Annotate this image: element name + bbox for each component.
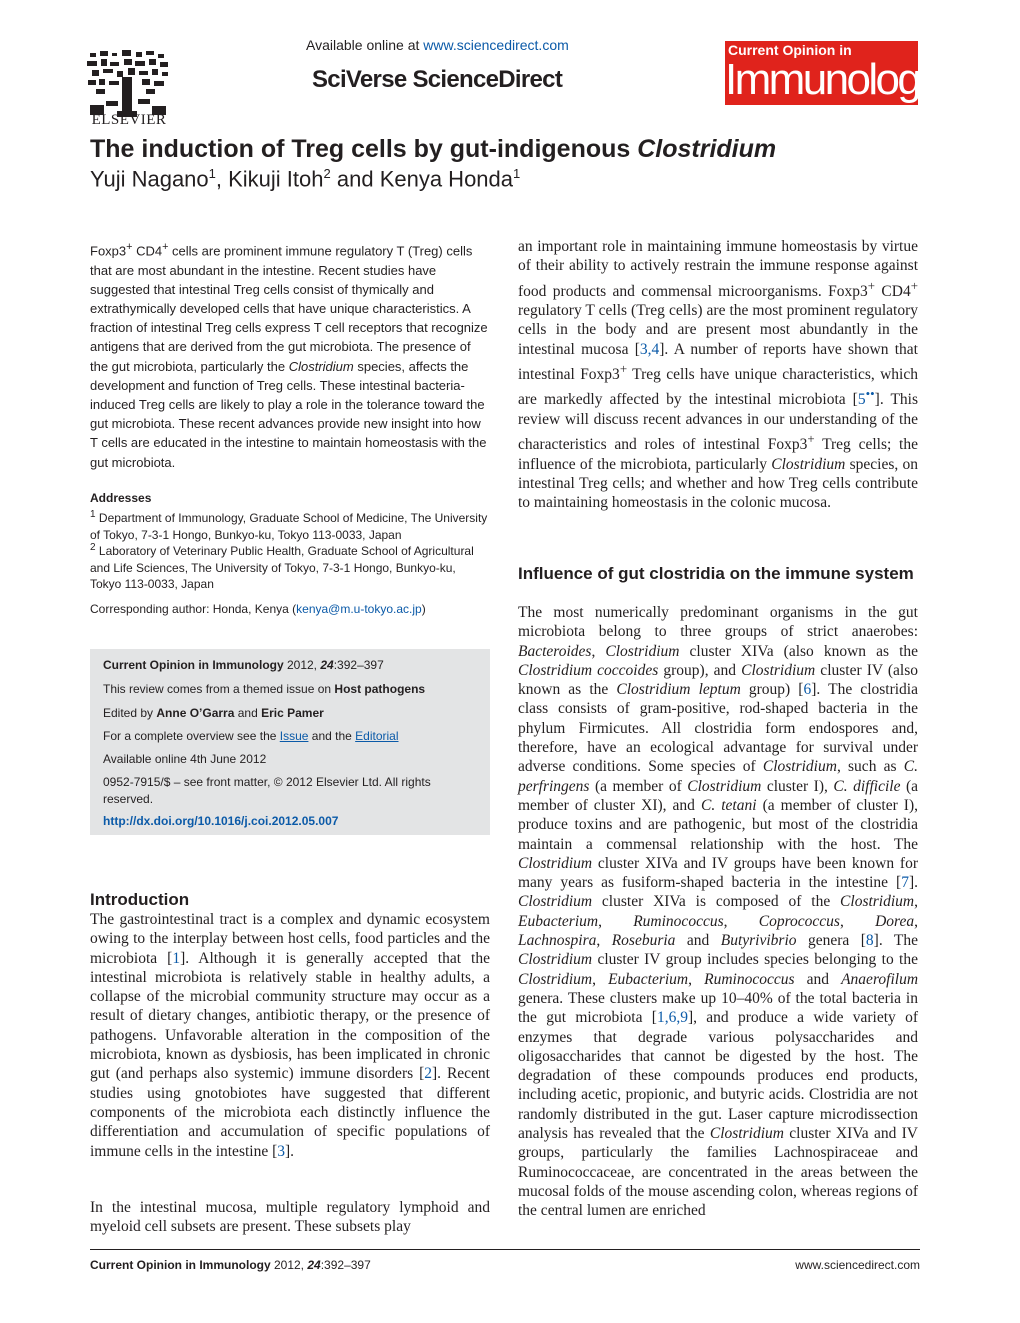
info-editors (103, 705, 483, 722)
author-affiliation: 1 (208, 166, 216, 181)
info-editor-and: and (234, 706, 262, 720)
italic-term: Clostridium (687, 777, 762, 795)
author-separator: , (215, 166, 229, 192)
info-year: 2012, (283, 658, 321, 672)
italic-term: Clostridium leptum (616, 681, 741, 699)
body-text: cluster XIVa is composed of the (592, 893, 841, 911)
body-text: species, on intestinal Treg cells; and whether and how Treg cells contribute to maintaining homeostasis in the colonic mucosa. (518, 455, 918, 512)
publisher-name: ELSEVIER (91, 112, 167, 128)
journal-badge-top: Current Opinion in (728, 42, 852, 58)
body-text: cluster IV (also known as the (518, 661, 919, 699)
reference-link[interactable]: 8 (865, 932, 874, 950)
body-text: , (914, 893, 918, 911)
platform-name: SciVerse ScienceDirect (312, 66, 563, 93)
body-text: , (839, 912, 876, 930)
address-text: Laboratory of Veterinary Public Health, Graduate School of Agricultural and Life Sciences, The University of Tokyo, 7-3-1 Hongo, Bunkyo-ku, Tokyo 113-0033, Japan (90, 544, 474, 591)
body-text: , (688, 970, 705, 988)
reference-dots: •• (865, 386, 875, 402)
body-text: ]. (285, 1142, 295, 1160)
info-copyright: 0952-7915/$ – see front matter, © 2012 Elsevier Ltd. All rights reserved. (103, 775, 431, 806)
superscript: + (619, 360, 628, 376)
body-text: regulatory T cells (Treg cells) are the most prominent regulatory cells in the body and are present most abundantly in the intestinal mucosa [ (518, 302, 918, 358)
author-name: Kikuji Itoh (228, 166, 324, 192)
author-name: Yuji Nagano (90, 166, 209, 192)
body-text: , such as (836, 758, 904, 776)
italic-term: Butyrivibrio (720, 932, 797, 950)
abstract-text: Foxp3 (90, 243, 127, 259)
author-separator: and (330, 166, 380, 192)
info-editor: Eric Pamer (261, 706, 324, 720)
info-overview (103, 728, 483, 745)
doi-link[interactable]: http://dx.doi.org/10.1016/j.coi.2012.05.007 (103, 814, 339, 828)
info-edited-prefix: Edited by (103, 706, 157, 720)
body-text: ]. The (873, 932, 918, 950)
footer-pages: :392–397 (320, 1258, 371, 1272)
italic-term: Dorea (875, 912, 915, 930)
footer-volume: 24 (307, 1258, 321, 1272)
info-available-date: Available online 4th June 2012 (103, 752, 267, 766)
info-overview-prefix: For a complete overview see the (103, 729, 280, 743)
body-text: cluster IV group includes species belonging to the (592, 951, 918, 969)
body-text: cluster XIVa and IV groups, particularly the families Lachnospiraceae and Ruminococcaceae, are concentrated in the areas between the mucosal folds of the mouse ascending colon, whereas regions of the central lumen are enriched (518, 1125, 918, 1220)
italic-term: Anaerofilum (841, 970, 919, 988)
footer-year: 2012, (270, 1258, 308, 1272)
reference-link[interactable]: 1,6,9 (656, 1009, 688, 1027)
italic-term: C. difficile (833, 777, 901, 795)
footer-citation (90, 1258, 371, 1272)
reference-link[interactable]: 1 (172, 949, 181, 967)
reference-link[interactable]: 7 (901, 874, 909, 892)
corresponding-author (90, 602, 426, 616)
introduction-paragraph-1 (90, 910, 490, 1161)
italic-term: Clostridium (741, 661, 816, 679)
issue-link[interactable]: Issue (279, 729, 309, 743)
body-text: (a member of (589, 777, 688, 795)
reference-link[interactable]: 5 (857, 391, 866, 409)
corresponding-prefix: Corresponding author: Honda, Kenya ( (90, 602, 297, 616)
address-1 (90, 507, 490, 543)
body-text: ]. Although it is generally accepted that the intestinal microbiota is relatively stable in healthy adults, a collapse of the microbial community structure may occur as a result of dietary changes, antibiotic therapy, or the presence of pathogens. Unfavorable alteration in the composition of the microbiota, known as dysbiosis, has been implicated in chronic gut (and perhaps also systemic) immune disorders [ (90, 949, 490, 1083)
body-text: and (675, 932, 721, 950)
italic-term: Lachnospira (518, 932, 597, 950)
available-online-line (306, 37, 569, 53)
article-info-box (90, 649, 490, 835)
abstract-italic: Clostridium (288, 358, 354, 374)
address-number: 2 (90, 542, 96, 553)
body-text: ]. (908, 874, 918, 892)
info-citation (103, 657, 483, 674)
body-text: The most numerically predominant organisms in the gut microbiota belong to three groups of strict anaerobes: (518, 604, 918, 641)
italic-term: Clostridium (709, 1125, 784, 1143)
body-text: ]. A number of reports have shown that intestinal Foxp3 (518, 340, 918, 384)
influence-heading: Influence of gut clostridia on the immune system (518, 564, 914, 583)
sciencedirect-link[interactable]: www.sciencedirect.com (423, 37, 569, 53)
body-text: The gastrointestinal tract is a complex and dynamic ecosystem owing to the interplay between host cells, food particles and the microbiota [ (90, 911, 490, 967)
body-text: cluster XIVa (also known as the (679, 642, 919, 660)
italic-term: Clostridium (518, 854, 593, 872)
italic-term: Bacteroides (518, 642, 592, 660)
journal-badge (725, 41, 939, 105)
body-text: (a member of cluster I), produce toxins and are pathogenic, but most of the clostridia maintain a commensal relationship with the host. The (518, 796, 918, 853)
italic-term: Coprococcus (758, 912, 840, 930)
introduction-heading: Introduction (90, 890, 190, 909)
body-text: and (794, 970, 842, 988)
abstract-text: cells are prominent immune regulatory T (Treg) cells that are most abundant in the intestine. Recent studies have suggested that intestinal Treg cells consist of thymically and extrathymically developed cells that have unique characteristics. A fraction of intestinal Treg cells express T cell receptors that recognize antigens that are derived from the gut microbiota. The presence of the gut microbiota, particularly the (90, 243, 488, 374)
reference-link[interactable]: 3 (277, 1142, 285, 1160)
superscript: + (162, 241, 169, 253)
article-title (90, 135, 776, 164)
corresponding-email-link[interactable]: kenya@m.u-tokyo.ac.jp (296, 602, 422, 616)
italic-term: Eubacterium (518, 912, 599, 930)
body-text: CD4 (875, 282, 911, 300)
address-2 (90, 540, 490, 593)
author-affiliation: 2 (323, 166, 331, 181)
body-text: group), and (658, 661, 742, 679)
body-text: ]. This review will discuss recent advances in our understanding of the characteristics and roles of intestinal Foxp3 (518, 391, 918, 454)
abstract (90, 238, 490, 472)
italic-term: Clostridium (518, 970, 593, 988)
address-text: Department of Immunology, Graduate School of Medicine, The University of Tokyo, 7-3-1 Hongo, Bunkyo-ku, Tokyo 113-0033, Japan (90, 511, 488, 542)
body-text: genera. These clusters make up 10–40% of the total bacteria in the gut microbiota [ (518, 989, 918, 1027)
italic-term: C. tetani (700, 796, 757, 814)
right-column-paragraph-1 (518, 237, 918, 512)
body-text: Treg cells; the influence of the microbiota, particularly (518, 436, 918, 473)
author-name: Kenya Honda (379, 166, 514, 192)
body-text: , (592, 970, 609, 988)
body-text: (a member of cluster XI), and (518, 777, 919, 814)
journal-badge-title: Immunology (725, 55, 939, 104)
author-affiliation: 1 (513, 166, 521, 181)
italic-term: Clostridium (771, 455, 846, 473)
author-list (90, 166, 520, 192)
available-prefix: Available online at (306, 37, 424, 53)
addresses-heading: Addresses (90, 491, 152, 505)
italic-term: Eubacterium (608, 970, 689, 988)
info-themed-issue (103, 681, 483, 698)
body-text: Treg cells have unique characteristics, which are markedly affected by the intestinal microbiota [ (518, 366, 918, 409)
body-text: , (723, 912, 759, 930)
info-editor: Anne O’Garra (156, 706, 235, 720)
editorial-link[interactable]: Editorial (355, 729, 399, 743)
italic-term: Clostridium (518, 893, 593, 911)
info-pages: :392–397 (333, 658, 384, 672)
footer-url[interactable]: www.sciencedirect.com (795, 1258, 920, 1272)
title-plain: The induction of Treg cells by gut-indigenous (90, 135, 638, 163)
info-overview-mid: and the (308, 729, 356, 743)
italic-term: Roseburia (611, 932, 676, 950)
info-journal: Current Opinion in Immunology (103, 658, 284, 672)
body-text: , (598, 912, 634, 930)
footer-divider (90, 1249, 920, 1250)
body-text: an important role in maintaining immune homeostasis by virtue of their ability to actively restrain the immune response against food products and commensal microorganisms. Foxp3 (518, 238, 918, 300)
body-text: , (596, 932, 612, 950)
body-text: , (591, 642, 606, 660)
title-italic: Clostridium (637, 135, 777, 163)
italic-term: Ruminococcus (704, 970, 795, 988)
italic-term: C. perfringens (518, 758, 919, 795)
reference-link[interactable]: 6 (803, 681, 812, 699)
body-text: genera [ (796, 932, 866, 950)
italic-term: Clostridium (605, 642, 680, 660)
superscript: + (867, 277, 876, 293)
body-text: ]. Recent studies using gnotobiotes have suggested that different components of the microbiota each distinctly influence the differentiation and accumulation of specific populations of immune cells in the intestine [ (90, 1065, 490, 1160)
info-themed-prefix: This review comes from a themed issue on (103, 682, 335, 696)
info-volume: 24 (320, 658, 334, 672)
superscript: + (807, 431, 815, 447)
right-column-paragraph-2 (518, 603, 918, 1221)
reference-link[interactable]: 3,4 (639, 340, 660, 358)
footer-journal: Current Opinion in Immunology (90, 1258, 271, 1272)
italic-term: Clostridium (840, 893, 915, 911)
body-text: ], and produce a wide variety of enzymes that degrade various polysaccharides and oligosaccharides that cannot be digested by the host. The degradation of these compounds produces end products, including acetic, propionic, and butyric acids. Clostridia are not randomly distributed in the gut. Laser capture microdissection analysis has revealed that the (518, 1009, 918, 1143)
body-text: , (914, 912, 919, 930)
superscript: + (126, 241, 133, 253)
body-text: ]. The clostridia class consists of gram-positive, rod-shaped bacteria in the phylum Firmicutes. All clostridia form endospores and, therefore, have an ecological advantage for survival under adverse conditions. Some species of (518, 681, 918, 776)
superscript: + (910, 277, 918, 293)
italic-term: Clostridium (518, 951, 593, 969)
reference-link[interactable]: 2 (424, 1065, 432, 1083)
abstract-text: species, affects the development and function of Treg cells. These intestinal bacteria-induced Treg cells are likely to play a role in the tolerance toward the gut microbiota. These recent advances provide new insight into how T cells are educated in the intestine to maintain homeostasis with the gut microbiota. (90, 358, 487, 470)
italic-term: Clostridium coccoides (518, 661, 659, 679)
address-number: 1 (90, 509, 96, 520)
italic-term: Ruminococcus (633, 912, 724, 930)
introduction-paragraph-2: In the intestinal mucosa, multiple regulatory lymphoid and myeloid cell subsets are present. These subsets play (90, 1199, 490, 1236)
italic-term: Clostridium (762, 758, 837, 776)
abstract-text: CD4 (132, 243, 163, 259)
body-text: cluster XIVa and IV groups have been known for many years as fusiform-shaped bacteria in the intestine [ (518, 854, 918, 892)
body-text: group) [ (740, 681, 804, 699)
info-themed-topic: Host pathogens (334, 682, 426, 696)
corresponding-suffix: ) (421, 602, 426, 616)
body-text: cluster I), (761, 777, 834, 795)
